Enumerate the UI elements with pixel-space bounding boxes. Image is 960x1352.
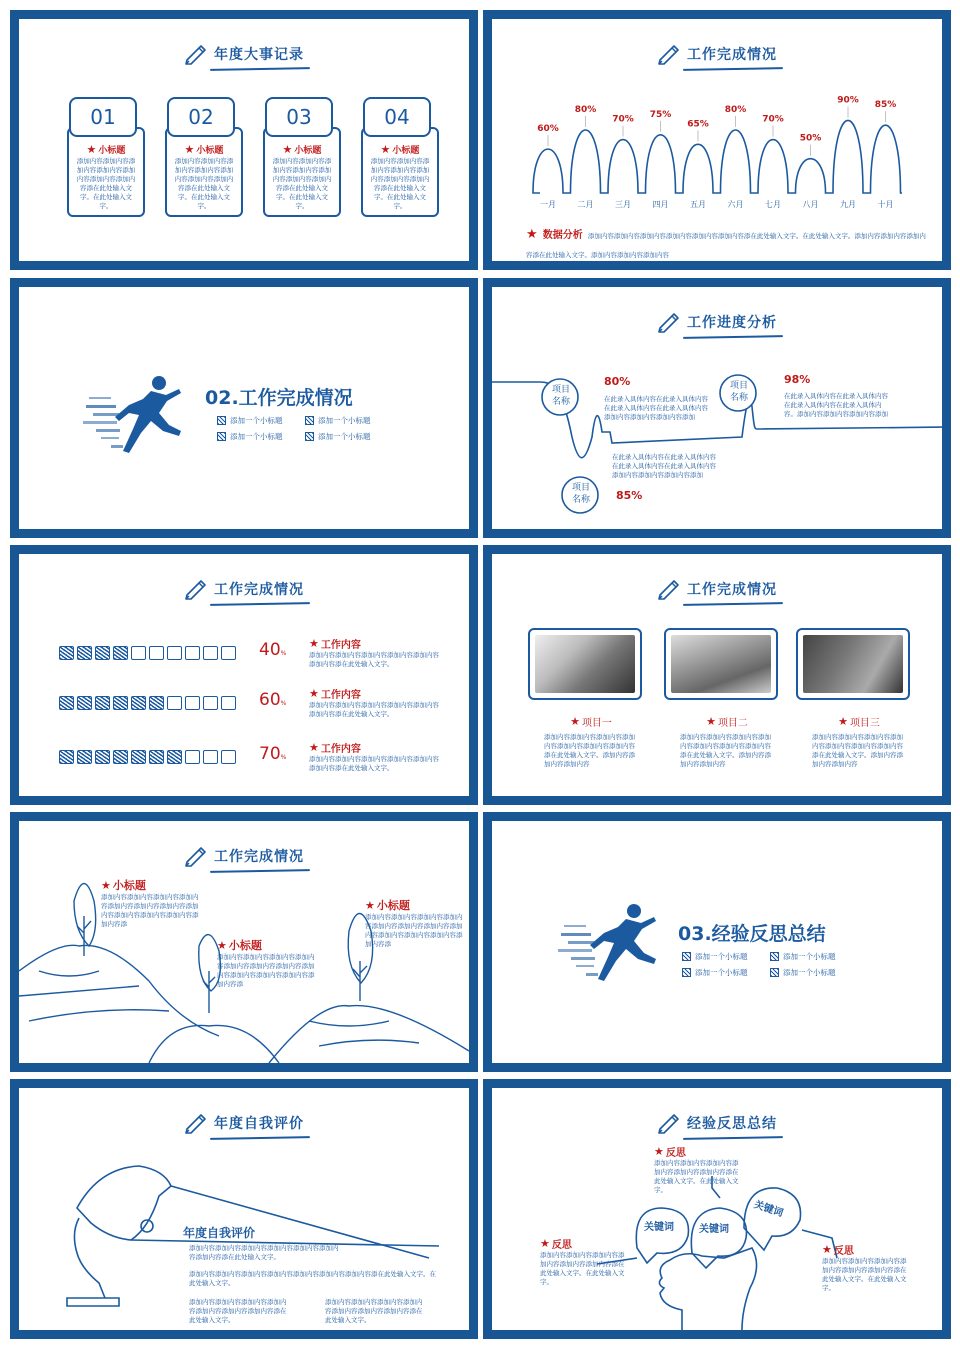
x-tick-label: 八月 [802,200,819,209]
eval-text: 添加内容添加内容添加内容添加内容添加内容添加内容添加内容添在此处输入文字。 [325,1298,423,1324]
slide-self-evaluation[interactable] [10,1079,478,1339]
star-icon: ★ [309,687,319,700]
progress-percent: 70% [259,744,287,764]
x-tick-label: 五月 [690,200,706,209]
data-label: 50% [799,133,822,144]
pencil-icon [184,43,208,65]
data-label: 85% [874,100,897,111]
star-icon: ★ [217,938,227,952]
star-icon: ★ [86,143,97,156]
progress-percent: 40% [259,640,287,660]
slide-completion-chart[interactable] [483,10,951,270]
progress-box [113,646,128,660]
progress-boxes [59,750,239,764]
section-item: 添加一个小标题 [305,415,393,426]
slide-title: 年度大事记录 [19,39,469,69]
data-label: 70% [612,114,634,125]
progress-boxes [59,696,239,710]
data-label: 70% [762,114,784,125]
section-title: 03.经验反思总结 [678,923,826,945]
progress-box [203,646,218,660]
progress-box [149,646,164,660]
star-icon: ★ [540,1237,550,1250]
section-item: 添加一个小标题 [217,431,305,442]
slide-section-02[interactable] [10,278,478,538]
x-tick-label: 六月 [727,200,744,209]
progress-box [77,696,92,710]
eval-text: 添加内容添加内容添加内容添加内容添加内容添加内容添加内容添在此处输入文字。 [189,1244,339,1261]
analysis-block: ★ 数据分析 添加内容添加内容添加内容添加内容添加内容添加内容添在此处输入文字。在此处输入文字。添加内容添加内容添加内容添在此处输入文字。添加内容添加内容添加内容 [526,227,926,259]
progress-box [113,696,128,710]
slide-title: 工作进度分析 [492,307,942,337]
progress-box [221,646,236,660]
photo-frame [796,628,910,700]
hill-note: ★ 小标题 添加内容添加内容添加内容添加内容添加内容添加内容添加内容添加内容添加内容添加内容添加内容添加内容添 [217,938,315,988]
section-items [217,415,393,442]
slide-progress-analysis[interactable] [483,278,951,538]
progress-box [185,750,200,764]
star-icon: ★ [838,715,848,728]
x-tick-label: 十月 [877,200,894,209]
checkbox-icon [305,416,314,425]
node-text: 在此录入具体内容在此录入具体内容在此录入具体内容在此录入具体内容。添加内容添加内容添加内容添加 [784,392,888,418]
slide-progress-boxes[interactable] [10,545,478,805]
head-illustration [492,1088,942,1330]
progress-box [221,750,236,764]
node-text: 在此录入具体内容在此录入具体内容在此录入具体内容在此录入具体内容添加内容添加内容添加内容添加 [604,395,708,421]
runner-icon [81,373,191,463]
hump-chart [492,63,942,213]
checkbox-icon [217,432,226,441]
star-icon: ★ [570,715,580,728]
progress-box [167,646,182,660]
progress-desc: ★ 工作内容 添加内容添加内容添加内容添加内容添加内容添加内容添在此处输入文字。 [309,637,439,668]
progress-box [203,696,218,710]
photo-desk [671,635,771,693]
slide-title: 工作完成情况 [492,574,942,604]
pencil-icon [657,578,681,600]
progress-box [149,750,164,764]
event-card: ★ 小标题 添加内容添加内容添加内容添加内容添加内容添加内容添加内容添在此处输入文字。在此处输入文字。 04 [361,97,439,217]
slide-section-03[interactable] [483,812,951,1072]
node-text: 在此录入具体内容在此录入具体内容在此录入具体内容在此录入具体内容添加内容添加内容添加内容添加 [612,453,716,479]
data-label: 60% [537,124,559,135]
photo-frame [528,628,642,700]
slide-photos[interactable] [483,545,951,805]
x-tick-label: 四月 [652,200,669,209]
checkbox-icon [217,416,226,425]
node-pct: 98% [784,373,811,386]
checkbox-icon [682,952,691,961]
data-label: 80% [724,105,747,115]
pencil-icon [657,43,681,65]
data-label: 80% [574,105,597,115]
checkbox-icon [682,968,691,977]
slide-hills[interactable] [10,812,478,1072]
event-card: ★ 小标题 添加内容添加内容添加内容添加内容添加内容添加内容添加内容添在此处输入文字。在此处输入文字。 01 [67,97,145,217]
star-icon: ★ [526,227,538,242]
star-icon: ★ [184,143,195,156]
x-tick-label: 二月 [577,200,594,209]
progress-box [167,696,182,710]
event-card: ★ 小标题 添加内容添加内容添加内容添加内容添加内容添加内容添加内容添在此处输入文字。在此处输入文字。 02 [165,97,243,217]
section-items [682,951,858,978]
series-line [533,120,902,193]
reflect-note: ★ 反思 添加内容添加内容添加内容添加内容添加内容添加内容添在此处输入文字。在此处输入文字。 [654,1145,739,1194]
section-item: 添加一个小标题 [770,951,858,962]
photo-frame [664,628,778,700]
x-tick-label: 三月 [615,200,631,209]
star-icon: ★ [365,898,375,912]
checkbox-icon [305,432,314,441]
progress-box [59,646,74,660]
progress-box [131,646,146,660]
node-pct: 80% [604,375,631,388]
progress-box [95,696,110,710]
photo-writing [535,635,635,693]
progress-box [59,696,74,710]
event-card: ★ 小标题 添加内容添加内容添加内容添加内容添加内容添加内容添加内容添在此处输入文字。在此处输入文字。 03 [263,97,341,217]
node-label: 项目 名称 [571,483,590,505]
star-icon: ★ [822,1243,832,1256]
star-icon: ★ [309,637,319,650]
star-icon: ★ [706,715,716,728]
slide-title: 工作完成情况 [19,574,469,604]
progress-box [203,750,218,764]
slide-title: 工作完成情况 [19,841,469,871]
progress-box [221,696,236,710]
eval-heading: 年度自我评价 [183,1226,256,1240]
progress-box [167,750,182,764]
reflect-note: ★ 反思 添加内容添加内容添加内容添加内容添加内容添加内容添在此处输入文字。在此处输入文字。 [822,1243,907,1292]
hill-note: ★ 小标题 添加内容添加内容添加内容添加内容添加内容添加内容添加内容添加内容添加内容添加内容添加内容添加内容添 [365,898,463,948]
keyword-label: 关键词 [644,1222,674,1233]
progress-box [185,646,200,660]
progress-box [185,696,200,710]
slide-annual-events[interactable] [10,10,478,270]
progress-boxes [59,646,239,660]
slide-title: 年度自我评价 [19,1108,469,1138]
progress-box [131,750,146,764]
progress-box [77,750,92,764]
star-icon: ★ [380,143,391,156]
data-label: 90% [837,95,859,106]
star-icon: ★ [101,878,111,892]
slide-title: 工作完成情况 [492,39,942,69]
section-item: 添加一个小标题 [682,951,770,962]
progress-box [59,750,74,764]
star-icon: ★ [282,143,293,156]
hill-note: ★ 小标题 添加内容添加内容添加内容添加内容添加内容添加内容添加内容添加内容添加内容添加内容添加内容添加内容添 [101,878,199,928]
progress-box [77,646,92,660]
pencil-icon [184,578,208,600]
node-label: 项目 名称 [729,381,748,403]
star-icon: ★ [654,1145,664,1158]
checkbox-icon [770,952,779,961]
section-item: 添加一个小标题 [770,967,858,978]
progress-box [95,750,110,764]
section-title: 02.工作完成情况 [205,387,353,409]
keyword-label: 关键词 [752,1199,785,1220]
x-tick-label: 七月 [765,200,781,209]
lamp-illustration [19,1088,469,1330]
photo-laptop [803,635,903,693]
reflect-note: ★ 反思 添加内容添加内容添加内容添加内容添加内容添加内容添在此处输入文字。在此处输入文字。 [540,1237,625,1286]
eval-text: 添加内容添加内容添加内容添加内容添加内容添加内容添加内容添在此处输入文字。 [189,1298,287,1324]
star-icon: ★ [309,741,319,754]
x-tick-label: 一月 [540,200,556,209]
runner-icon [556,901,666,991]
progress-box [131,696,146,710]
progress-box [95,646,110,660]
progress-desc: ★ 工作内容 添加内容添加内容添加内容添加内容添加内容添加内容添在此处输入文字。 [309,741,439,772]
section-item: 添加一个小标题 [305,431,393,442]
node-label: 项目 名称 [551,385,570,407]
checkbox-icon [770,968,779,977]
eval-text: 添加内容添加内容添加内容添加内容添加内容添加内容添加内容添在此处输入文字。在此处输入文字。 [189,1270,436,1287]
data-label: 65% [687,119,709,130]
x-tick-label: 九月 [840,200,856,209]
project-item: ★ 项目二 添加内容添加内容添加内容添加内容添加内容添加内容添加内容添在此处输入文字。添加内容添加内容添加内容 [680,715,771,768]
section-item: 添加一个小标题 [217,415,305,426]
slide-title: 经验反思总结 [492,1108,942,1138]
data-label: 75% [649,109,672,120]
project-item: ★ 项目三 添加内容添加内容添加内容添加内容添加内容添加内容添加内容添在此处输入文字。添加内容添加内容添加内容 [812,715,903,768]
section-item: 添加一个小标题 [682,967,770,978]
progress-desc: ★ 工作内容 添加内容添加内容添加内容添加内容添加内容添加内容添在此处输入文字。 [309,687,439,718]
progress-box [113,750,128,764]
progress-percent: 60% [259,690,287,710]
keyword-label: 关键词 [699,1224,729,1235]
project-item: ★ 项目一 添加内容添加内容添加内容添加内容添加内容添加内容添加内容添在此处输入文字。添加内容添加内容添加内容 [544,715,635,768]
progress-box [149,696,164,710]
node-pct: 85% [616,489,643,502]
slide-reflection[interactable] [483,1079,951,1339]
